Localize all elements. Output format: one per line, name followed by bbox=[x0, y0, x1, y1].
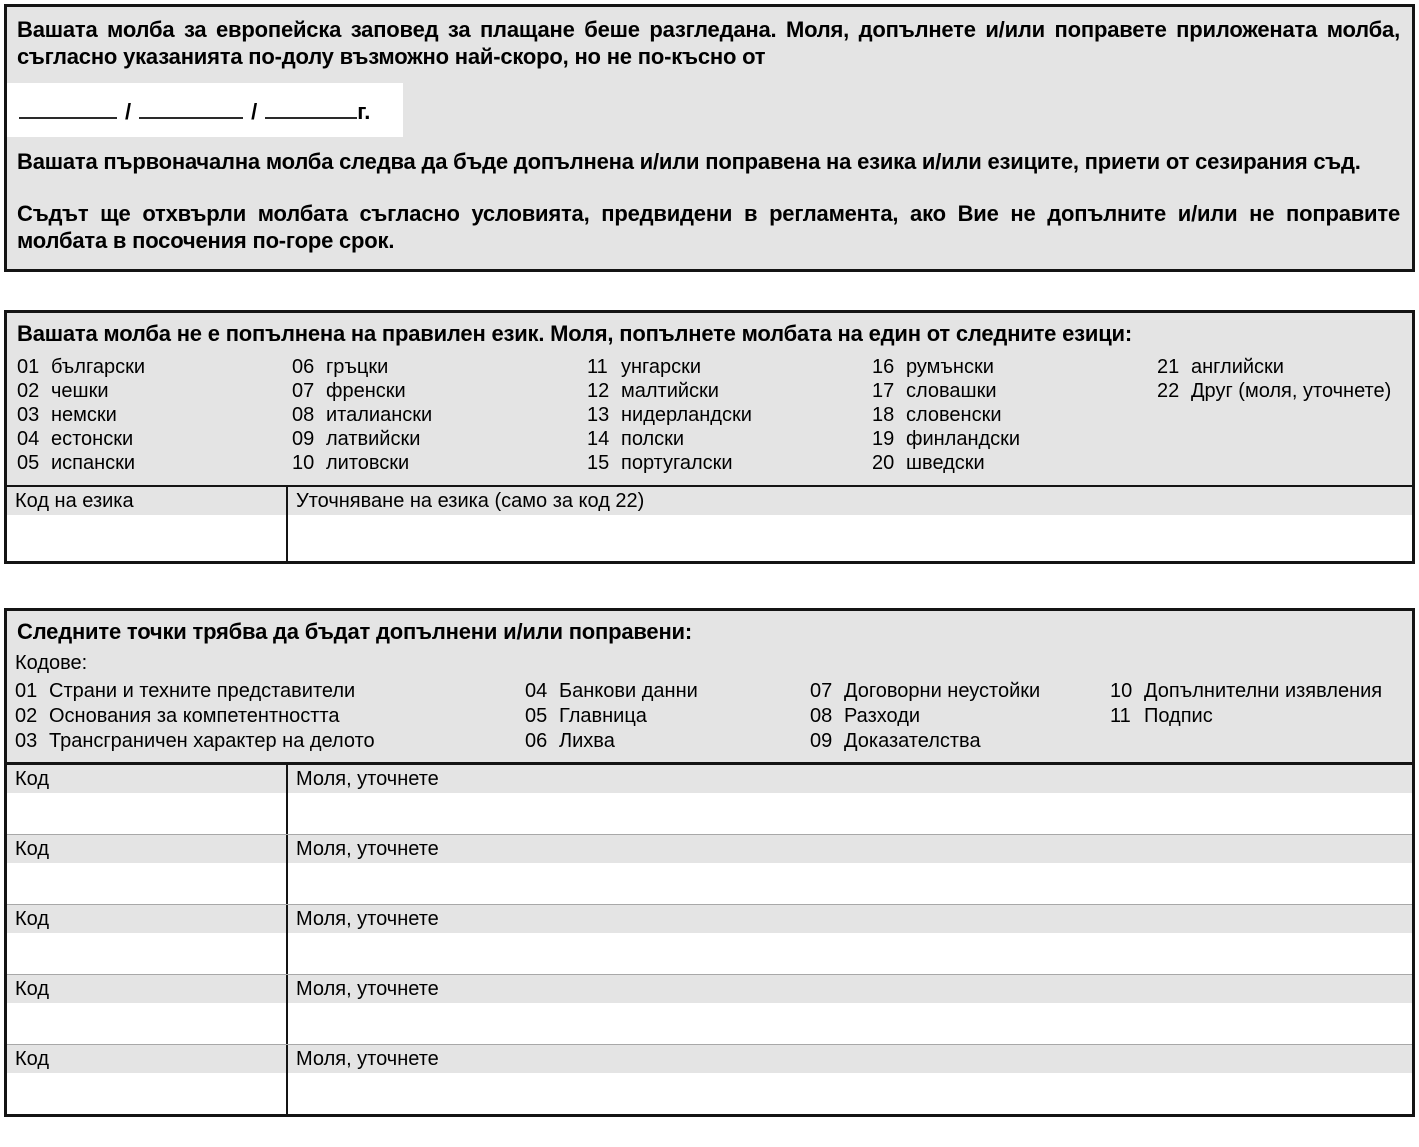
language-option bbox=[872, 379, 1157, 403]
correction-row bbox=[7, 904, 1412, 974]
correction-code-number: 04 bbox=[525, 680, 548, 703]
language-option-label: Друг (моля, уточнете) bbox=[1191, 380, 1392, 403]
correction-row-inputs bbox=[7, 1073, 1412, 1114]
correction-code-option bbox=[1110, 704, 1402, 729]
correction-code-label: Трансграничен характер на делото bbox=[49, 730, 375, 753]
language-option-code: 07 bbox=[292, 380, 315, 403]
language-option-label: словенски bbox=[906, 404, 1002, 427]
code-input[interactable] bbox=[7, 1003, 288, 1044]
correction-row-inputs bbox=[7, 863, 1412, 904]
language-option bbox=[17, 403, 292, 427]
language-option bbox=[587, 379, 872, 403]
language-option bbox=[292, 403, 587, 427]
language-option-label: словашки bbox=[906, 380, 997, 403]
specify-column-label: Моля, уточнете bbox=[296, 1048, 439, 1071]
correction-code-option bbox=[15, 679, 525, 704]
language-option bbox=[17, 427, 292, 451]
language-option bbox=[292, 379, 587, 403]
code-input[interactable] bbox=[7, 1073, 288, 1114]
correction-code-option bbox=[810, 704, 1110, 729]
language-option-code: 08 bbox=[292, 404, 315, 427]
language-option bbox=[292, 451, 587, 475]
correction-row-labels bbox=[7, 765, 1412, 793]
correction-code-number: 10 bbox=[1110, 680, 1133, 703]
correction-row bbox=[7, 974, 1412, 1044]
language-option-label: латвийски bbox=[326, 428, 421, 451]
correction-code-label: Основания за компетентността bbox=[49, 705, 340, 728]
correction-code-number: 11 bbox=[1110, 705, 1131, 728]
language-option-code: 10 bbox=[292, 452, 315, 475]
language-option-code: 15 bbox=[587, 452, 610, 475]
language-option-code: 03 bbox=[17, 404, 40, 427]
language-option bbox=[872, 355, 1157, 379]
language-table-input-row bbox=[7, 515, 1412, 561]
language-option bbox=[587, 355, 872, 379]
language-option-code: 09 bbox=[292, 428, 315, 451]
language-option bbox=[587, 403, 872, 427]
language-option-label: български bbox=[51, 356, 145, 379]
language-code-list bbox=[7, 351, 1412, 485]
correction-row bbox=[7, 765, 1412, 834]
correction-code-option bbox=[525, 704, 810, 729]
language-option-code: 13 bbox=[587, 404, 610, 427]
language-option-code: 11 bbox=[587, 356, 608, 379]
specify-input[interactable] bbox=[288, 1073, 1412, 1114]
correction-code-label: Разходи bbox=[844, 705, 921, 728]
correction-code-number: 07 bbox=[810, 680, 833, 703]
correction-rows-table bbox=[7, 762, 1412, 1114]
language-option bbox=[587, 427, 872, 451]
language-option-code: 05 bbox=[17, 452, 40, 475]
specify-input[interactable] bbox=[288, 793, 1412, 834]
correction-row-labels bbox=[7, 975, 1412, 1003]
language-option-label: италиански bbox=[326, 404, 433, 427]
correction-code-option bbox=[525, 679, 810, 704]
notice-paragraph-2: Вашата първоначална молба следва да бъде допълнена и/или поправена на езика и/или езиците, приети от сезирания съд. bbox=[17, 148, 1361, 174]
language-option-code: 18 bbox=[872, 404, 895, 427]
date-blank-3[interactable] bbox=[265, 97, 357, 119]
code-input[interactable] bbox=[7, 863, 288, 904]
language-option-code: 06 bbox=[292, 356, 315, 379]
date-separator-2: / bbox=[251, 98, 258, 124]
language-option bbox=[872, 403, 1157, 427]
language-option-label: испански bbox=[51, 452, 136, 475]
correction-row-inputs bbox=[7, 793, 1412, 834]
code-column-label: Код bbox=[7, 1045, 288, 1073]
specify-column-label: Моля, уточнете bbox=[296, 768, 439, 791]
correction-code-option bbox=[810, 679, 1110, 704]
language-option-label: естонски bbox=[51, 428, 134, 451]
language-option-code: 17 bbox=[872, 380, 895, 403]
correction-code-number: 01 bbox=[15, 680, 38, 703]
language-option-label: литовски bbox=[326, 452, 410, 475]
correction-row-labels bbox=[7, 835, 1412, 863]
language-option bbox=[872, 451, 1157, 475]
language-option-code: 14 bbox=[587, 428, 610, 451]
language-option bbox=[1157, 355, 1402, 379]
correction-row bbox=[7, 1044, 1412, 1114]
deadline-date-field bbox=[7, 83, 403, 137]
language-option bbox=[292, 355, 587, 379]
language-option bbox=[587, 451, 872, 475]
language-code-input[interactable] bbox=[7, 515, 288, 561]
correction-code-option bbox=[1110, 679, 1402, 704]
language-option-label: малтийски bbox=[621, 380, 719, 403]
language-option-label: унгарски bbox=[621, 356, 702, 379]
language-option-label: полски bbox=[621, 428, 685, 451]
points-section-header: Следните точки трябва да бъдат допълнени и/или поправени: bbox=[17, 619, 692, 645]
code-column-label: Код bbox=[7, 905, 288, 933]
specify-column-label: Моля, уточнете bbox=[296, 978, 439, 1001]
language-specify-input[interactable] bbox=[288, 515, 1412, 561]
specify-input[interactable] bbox=[288, 863, 1412, 904]
language-option bbox=[872, 427, 1157, 451]
language-option-label: чешки bbox=[51, 380, 109, 403]
code-input[interactable] bbox=[7, 793, 288, 834]
correction-code-number: 05 bbox=[525, 705, 548, 728]
language-option-label: френски bbox=[326, 380, 406, 403]
language-code-column-label: Код на езика bbox=[7, 487, 288, 515]
specify-input[interactable] bbox=[288, 933, 1412, 974]
notice-paragraph-1: Вашата молба за европейска заповед за плащане беше разгледана. Моля, допълнете и/или поправете приложената молба, съгласно указанията по-долу възможно най-скоро, но не по-късно от bbox=[17, 17, 1400, 69]
correction-code-option bbox=[810, 729, 1110, 754]
correction-row-labels bbox=[7, 1045, 1412, 1073]
correction-row bbox=[7, 834, 1412, 904]
specify-column-label: Моля, уточнете bbox=[296, 838, 439, 861]
correction-code-list bbox=[7, 677, 1412, 762]
correction-row-labels bbox=[7, 905, 1412, 933]
correction-code-label: Допълнителни изявления bbox=[1144, 680, 1383, 703]
language-option-label: финландски bbox=[906, 428, 1021, 451]
language-table-header-row bbox=[7, 487, 1412, 515]
codes-title: Кодове: bbox=[15, 652, 88, 675]
language-option-label: гръцки bbox=[326, 356, 389, 379]
notice-section bbox=[4, 4, 1415, 272]
correction-code-label: Страни и техните представители bbox=[49, 680, 356, 703]
language-option-label: шведски bbox=[906, 452, 985, 475]
language-option-code: 01 bbox=[17, 356, 40, 379]
code-input[interactable] bbox=[7, 933, 288, 974]
correction-code-option bbox=[15, 704, 525, 729]
correction-code-number: 09 bbox=[810, 730, 833, 753]
language-option-code: 16 bbox=[872, 356, 895, 379]
specify-input[interactable] bbox=[288, 1003, 1412, 1044]
language-option-code: 12 bbox=[587, 380, 610, 403]
correction-code-number: 03 bbox=[15, 730, 38, 753]
code-column-label: Код bbox=[7, 975, 288, 1003]
language-option-code: 02 bbox=[17, 380, 40, 403]
date-blank-2[interactable] bbox=[139, 97, 243, 119]
correction-code-label: Главница bbox=[559, 705, 647, 728]
specify-column-label: Моля, уточнете bbox=[296, 908, 439, 931]
correction-code-label: Банкови данни bbox=[559, 680, 698, 703]
date-separator-1: / bbox=[125, 98, 132, 124]
language-option bbox=[1157, 379, 1402, 403]
language-section-header: Вашата молба не е попълнена на правилен език. Моля, попълнете молбата на един от следните езици: bbox=[17, 321, 1132, 347]
points-section bbox=[4, 608, 1415, 1117]
code-column-label: Код bbox=[7, 835, 288, 863]
correction-code-number: 08 bbox=[810, 705, 833, 728]
correction-code-label: Лихва bbox=[559, 730, 615, 753]
correction-code-option bbox=[15, 729, 525, 754]
language-option-code: 04 bbox=[17, 428, 40, 451]
language-option-label: румънски bbox=[906, 356, 994, 379]
correction-code-number: 06 bbox=[525, 730, 548, 753]
correction-code-label: Подпис bbox=[1144, 705, 1213, 728]
notice-paragraph-3: Съдът ще отхвърли молбата съгласно условията, предвидени в регламента, ако Вие не допълните и/или не поправите молбата в посочения по-горе срок. bbox=[17, 201, 1400, 254]
language-option-code: 21 bbox=[1157, 356, 1180, 379]
correction-code-label: Доказателства bbox=[844, 730, 981, 753]
language-option bbox=[17, 379, 292, 403]
date-year-suffix: г. bbox=[357, 98, 371, 124]
language-option bbox=[17, 355, 292, 379]
correction-row-inputs bbox=[7, 1003, 1412, 1044]
language-section bbox=[4, 310, 1415, 564]
language-option-code: 20 bbox=[872, 452, 895, 475]
language-option-code: 22 bbox=[1157, 380, 1180, 403]
correction-code-number: 02 bbox=[15, 705, 38, 728]
language-option-label: немски bbox=[51, 404, 117, 427]
language-option-code: 19 bbox=[872, 428, 895, 451]
correction-code-label: Договорни неустойки bbox=[844, 680, 1041, 703]
language-fill-table bbox=[7, 485, 1412, 561]
correction-code-option bbox=[525, 729, 810, 754]
language-option bbox=[17, 451, 292, 475]
language-specify-column-label: Уточняване на езика (само за код 22) bbox=[296, 490, 645, 513]
language-option-label: португалски bbox=[621, 452, 733, 475]
correction-row-inputs bbox=[7, 933, 1412, 974]
code-column-label: Код bbox=[7, 765, 288, 793]
date-blank-1[interactable] bbox=[19, 97, 117, 119]
language-option bbox=[292, 427, 587, 451]
language-option-label: английски bbox=[1191, 356, 1284, 379]
language-option-label: нидерландски bbox=[621, 404, 752, 427]
